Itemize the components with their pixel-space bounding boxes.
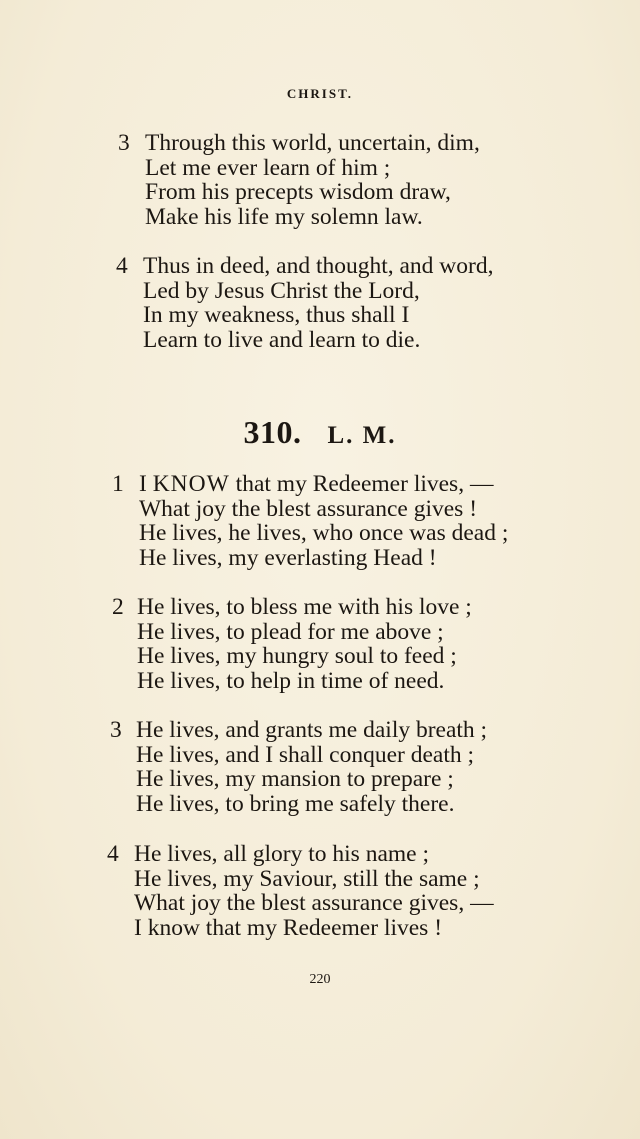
stanza-number: 4 [107, 841, 119, 867]
verse-line: What joy the blest assurance gives ! [139, 495, 478, 522]
hymn-stanza-1 [112, 472, 508, 570]
hymn-number: 310. [243, 414, 302, 450]
verse-line: Through this world, uncertain, dim, [145, 130, 480, 156]
first-word-small-caps: KNOW [152, 471, 230, 497]
verse-line: He lives, to bring me safely there. [136, 790, 455, 817]
hymn-stanza-4 [107, 842, 494, 940]
verse-line: Make his life my solemn law. [145, 203, 423, 230]
verse-line: He lives, he lives, who once was dead ; [139, 520, 509, 547]
hymn-meter: L. M. [327, 422, 397, 449]
prev-hymn-stanza-4 [116, 254, 493, 352]
verse-line: In my weakness, thus shall I [143, 302, 410, 329]
verse-line: He lives, my mansion to prepare ; [136, 766, 454, 793]
verse-line: From his precepts wisdom draw, [145, 179, 451, 206]
stanza-number: 3 [118, 130, 130, 156]
verse-line-first [139, 472, 508, 497]
verse-line: He lives, all glory to his name ; [134, 841, 430, 867]
stanza-number: 4 [116, 253, 128, 279]
verse-line: Learn to live and learn to die. [143, 326, 421, 353]
verse-line: He lives, to plead for me above ; [137, 618, 444, 645]
stanza-number: 3 [110, 717, 122, 743]
verse-line: Let me ever learn of him ; [145, 154, 391, 181]
verse-line: He lives, and grants me daily breath ; [136, 717, 488, 743]
verse-line: Thus in deed, and thought, and word, [143, 253, 494, 279]
verse-line: I know that my Redeemer lives ! [134, 914, 443, 941]
verse-line: He lives, my hungry soul to feed ; [137, 643, 457, 670]
first-word-initial: I [139, 471, 147, 497]
verse-line: He lives, my Saviour, still the same ; [134, 865, 480, 892]
page-number: 220 [309, 972, 331, 987]
verse-line: He lives, to bless me with his love ; [137, 594, 472, 620]
prev-hymn-stanza-3 [118, 131, 480, 229]
first-line-rest: that my Redeemer lives, — [235, 471, 494, 497]
verse-line: He lives, and I shall conquer death ; [136, 741, 475, 768]
hymn-stanza-2 [112, 595, 472, 693]
verse-line: What joy the blest assurance gives, — [134, 890, 494, 917]
hymn-stanza-3 [110, 718, 487, 816]
verse-line: He lives, to help in time of need. [137, 667, 445, 694]
verse-line: He lives, my everlasting Head ! [139, 544, 437, 571]
verse-line: Led by Jesus Christ the Lord, [143, 277, 420, 304]
stanza-number: 2 [112, 594, 124, 620]
running-head: CHRIST. [286, 86, 354, 101]
hymn-heading [0, 414, 640, 451]
stanza-number: 1 [112, 471, 124, 497]
